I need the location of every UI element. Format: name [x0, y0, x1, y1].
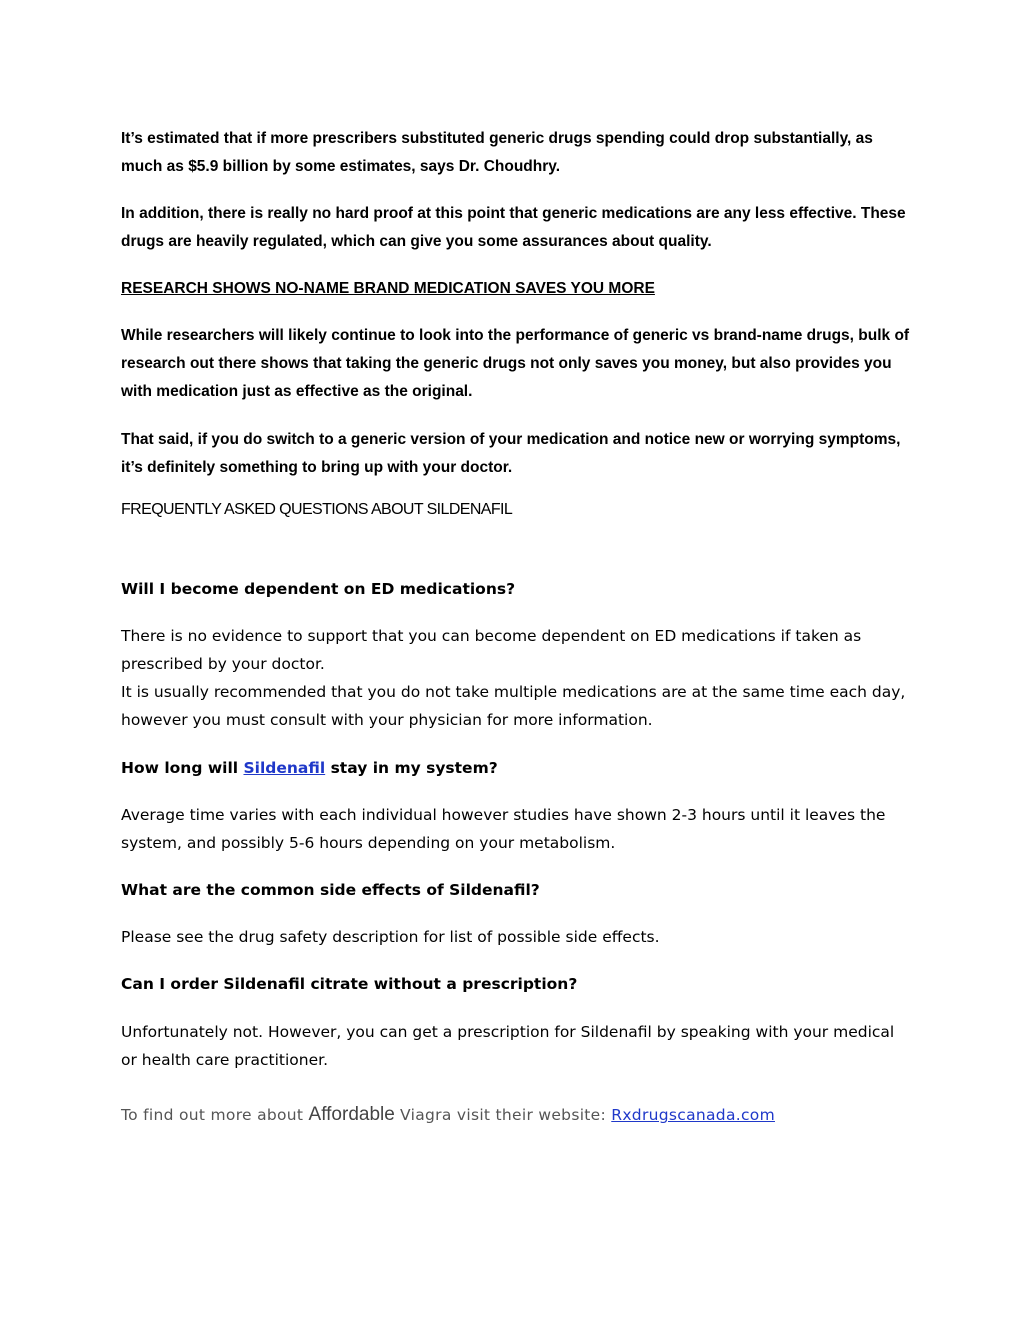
- sildenafil-link[interactable]: Sildenafil: [243, 759, 326, 777]
- paragraph-research: While researchers will likely continue to look into the performance of generic vs brand-name drugs, bulk of research out there shows that taking the generic drugs not only saves you money, but also provides you with medication just as effective as the original.: [121, 327, 910, 400]
- faq-answer-dependence-line2: It is usually recommended that you do not take multiple medications are at the same time each day, however you must consult with your physician for more information.: [121, 683, 906, 729]
- faq-question-prescription: Can I order Sildenafil citrate without a prescription?: [121, 975, 578, 993]
- faq-answer-side-effects: Please see the drug safety description for list of possible side effects.: [121, 928, 660, 946]
- paragraph-switch-advice: That said, if you do switch to a generic version of your medication and notice new or worrying symptoms, it’s definitely something to bring up with your doctor.: [121, 431, 901, 476]
- section-heading-faq: FREQUENTLY ASKED QUESTIONS ABOUT SILDENAFIL: [121, 501, 513, 518]
- footer-text-affordable: Affordable: [308, 1104, 395, 1125]
- footer-text-start: To find out more about: [121, 1106, 309, 1124]
- faq-question-dependence: Will I become dependent on ED medications?: [121, 580, 516, 598]
- footer-line: [121, 1100, 775, 1130]
- faq-question-side-effects: What are the common side effects of Sildenafil?: [121, 881, 540, 899]
- faq-answer-prescription: Unfortunately not. However, you can get a prescription for Sildenafil by speaking with your medical or health care practitioner.: [121, 1023, 895, 1069]
- footer-text-middle: Viagra visit their website:: [394, 1106, 612, 1124]
- faq-question-duration-end: stay in my system?: [325, 759, 498, 777]
- faq-question-duration: [121, 754, 498, 782]
- faq-answer-dependence-line1: There is no evidence to support that you can become dependent on ED medications if taken as prescribed by your doctor.: [121, 627, 862, 673]
- section-heading-research: RESEARCH SHOWS NO-NAME BRAND MEDICATION SAVES YOU MORE: [121, 280, 655, 297]
- paragraph-regulation: In addition, there is really no hard proof at this point that generic medications are any less effective. These drugs are heavily regulated, which can give you some assurances about quality.: [121, 205, 906, 250]
- faq-question-duration-start: How long will: [121, 759, 244, 777]
- paragraph-generic-savings: It’s estimated that if more prescribers substituted generic drugs spending could drop substantially, as much as $5.9 billion by some estimates, says Dr. Choudhry.: [121, 130, 873, 175]
- rxdrugscanada-link[interactable]: Rxdrugscanada.com: [611, 1106, 775, 1124]
- faq-answer-duration: Average time varies with each individual however studies have shown 2-3 hours until it leaves the system, and possibly 5-6 hours depending on your metabolism.: [121, 806, 886, 852]
- faq-answer-dependence: [121, 622, 911, 734]
